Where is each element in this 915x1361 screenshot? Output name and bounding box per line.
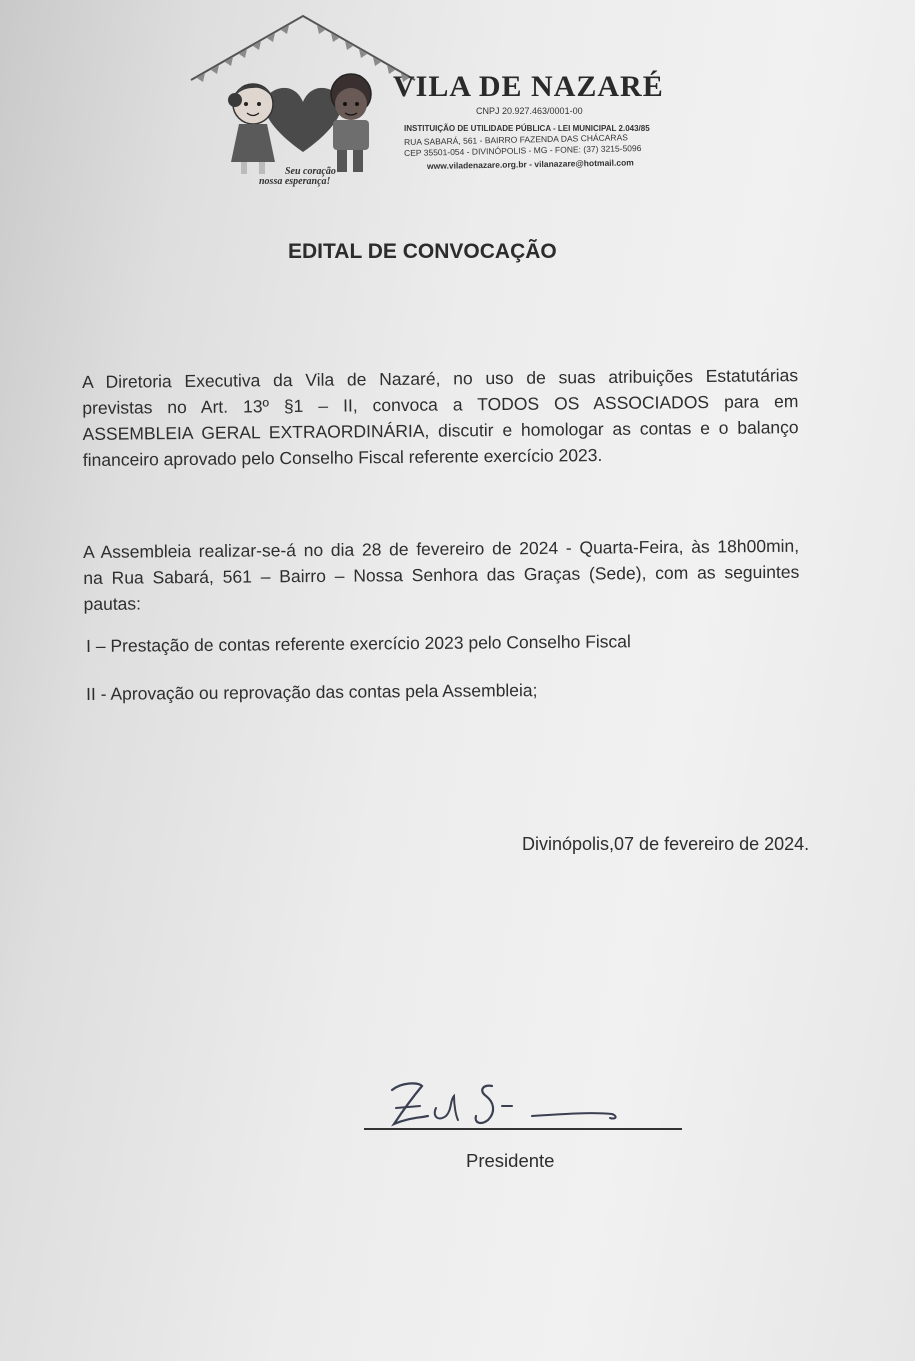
paragraph-line: pautas: — [83, 593, 142, 614]
paragraph-line: financeiro aprovado pelo Conselho Fiscal referente exercício 2023. — [82, 445, 603, 470]
convocation-paragraph — [82, 362, 799, 473]
slogan-line1: Seu coração — [285, 166, 336, 177]
agenda-item-1: I – Prestação de contas referente exercício 2023 pelo Conselho Fiscal — [86, 631, 631, 656]
signature-line — [364, 1128, 682, 1130]
slogan-line2: nossa esperança! — [259, 176, 331, 187]
organization-name: VILA DE NAZARÉ — [393, 70, 664, 103]
address-line-2: CEP 35501-054 - DIVINÓPOLIS - MG - FONE: (37) 3215-5096 — [403, 143, 642, 158]
paragraph-line: ASSEMBLEIA GERAL EXTRAORDINÁRIA, discutir e homologar as contas e o balanço — [82, 417, 799, 444]
assembly-details-paragraph — [83, 533, 800, 617]
signatory-role: Presidente — [466, 1150, 555, 1171]
address-line-1: RUA SABARÁ, 561 - BAIRRO FAZENDA DAS CHÁCARAS — [403, 132, 628, 147]
vila-de-nazare-logo — [183, 12, 423, 192]
paragraph-line: na Rua Sabará, 561 – Bairro – Nossa Senhora das Graças (Sede), com as seguintes — [83, 561, 800, 588]
institution-statement: INSTITUIÇÃO DE UTILIDADE PÚBLICA - LEI MUNICIPAL 2.043/85 — [404, 124, 650, 133]
paragraph-line: A Assembleia realizar-se-á no dia 28 de fevereiro de 2024 - Quarta-Feira, às 18h00min, — [83, 535, 800, 562]
place-and-date: Divinópolis,07 de fevereiro de 2024. — [522, 834, 810, 854]
document-title: EDITAL DE CONVOCAÇÃO — [288, 240, 557, 263]
paragraph-line: A Diretoria Executiva da Vila de Nazaré, no uso de suas atribuições Estatutárias — [82, 365, 799, 392]
website-email: www.viladenazare.org.br - vilanazare@hotmail.com — [426, 157, 634, 171]
paragraph-line: previstas no Art. 13º §1 – II, convoca a TODOS OS ASSOCIADOS para em — [82, 391, 799, 418]
agenda-item-2: II - Aprovação ou reprovação das contas pela Assembleia; — [86, 680, 538, 704]
handwritten-signature — [362, 1072, 684, 1136]
cnpj-number: CNPJ 20.927.463/0001-00 — [476, 106, 583, 116]
